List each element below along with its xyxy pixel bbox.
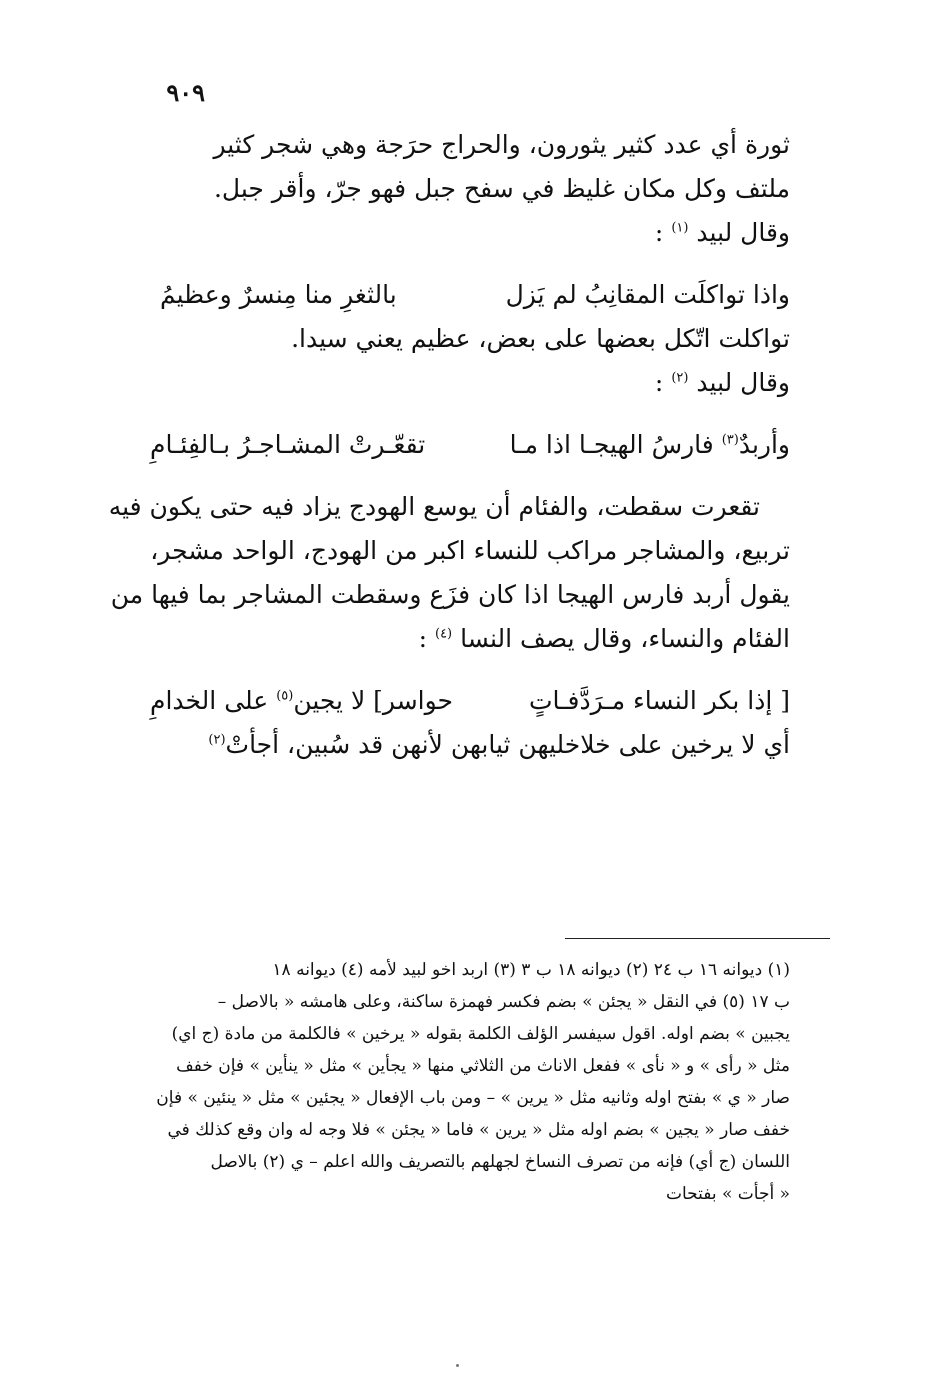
paragraph-line: يقول أربد فارس الهيجا اذا كان فزَع وسقطت المشاجر بما فيها من [110, 580, 790, 609]
footnote-line: (١) ديوانه ١٦ ب ٢٤ (٢) ديوانه ١٨ ب ٣ (٣) اربد اخو لبيد لأمه (٤) ديوانه ١٨ [272, 960, 790, 980]
main-text [90, 128, 790, 772]
poem-verse [160, 278, 790, 322]
footnote-line: خفف صار « يجين » بضم اوله مثل « يرين » فاما « يجئن » فلا وجه له وان وقع كذلك في [167, 1120, 790, 1140]
intro-end: : [418, 624, 428, 653]
poem-introduction [90, 216, 790, 260]
page-speck [456, 1364, 459, 1367]
poem-introduction [90, 366, 790, 410]
poem-verse [150, 684, 790, 728]
intro-text: الفئام والنساء، وقال يصف النسا [460, 624, 790, 653]
footnote-ref: (٢) [208, 732, 226, 748]
footnote-line: ب ١٧ (٥) في النقل « يجئن » بضم فكسر فهمزة ساكنة، وعلى هامشه « بالاصل – [217, 992, 790, 1012]
verse-second-hemistich: تقعّـرتْ المشـاجـرُ بـالفِئـامِ [150, 430, 426, 459]
paragraph-line: تقعرت سقطت، والفئام أن يوسع الهودج يزاد فيه حتى يكون فيه [108, 492, 760, 521]
paragraph-line: تربيع، والمشاجر مراكب للنساء اكبر من الهودج، الواحد مشجر، [150, 536, 790, 565]
poem-verse [150, 428, 790, 472]
footnote-separator [565, 938, 830, 939]
footnote-line: « أجأت » بفتحات [665, 1184, 790, 1204]
footnote-ref: (٥) [276, 688, 294, 704]
gloss-line: تواكلت اتّكل بعضها على بعض، عظيم يعني سيدا. [291, 324, 790, 353]
verse-first-hemistich: [ إذا بكر النساء مـرَدَّفـاتٍ [529, 686, 790, 715]
footnote-ref: (٣) [721, 432, 739, 448]
footnote-ref: (٤) [434, 626, 453, 642]
verse-second-hemistich: بالثغرِ منا مِنسرٌ وعظيمُ [160, 280, 397, 309]
intro-end: : [654, 368, 664, 397]
verse-second-hemistich: حواسر] لا يجين$^{(٥)}$ على الخدامِ [150, 686, 453, 715]
gloss-line: أي لا يرخين على خلاخليهن ثيابهن لأنهن قد سُبين، أجأتْ$^{(٢)}$ [208, 730, 790, 759]
intro-text: وقال لبيد [696, 218, 790, 247]
footnote-line: مثل « رأى » و « نأى » ففعل الاناث من الثلاثي منها « يجأين » مثل « ينأين » فإن خفف [176, 1056, 790, 1076]
poem-introduction [90, 622, 790, 666]
footnote-line: يجبين » بضم اوله. اقول سيفسر الؤلف الكلمة بقوله « يرخين » فالكلمة من مادة (ج اي) [171, 1024, 790, 1044]
footnote-line: اللسان (ج أي) فإنه من تصرف النساخ لجهلهم بالتصريف والله اعلم – ي (٢) بالاصل [210, 1152, 790, 1172]
footnote-ref: (١) [671, 220, 689, 236]
intro-text: وقال لبيد [696, 368, 790, 397]
footnote-line: صار « ي » بفتح اوله وثانيه مثل « يرين » – ومن باب الإفعال « يجئين » مثل « ينئين » فإن [156, 1088, 790, 1108]
intro-end: : [654, 218, 664, 247]
footnote-ref: (٢) [671, 370, 689, 386]
paragraph-line: ثورة أي عدد كثير يثورون، والحراج حرَجة وهي شجر كثير [213, 130, 790, 159]
footnotes [90, 958, 790, 1214]
verse-first-hemistich: واذا تواكلَت المقانِبُ لم يَزل [505, 280, 790, 309]
page-number: ٩٠٩ [166, 78, 205, 107]
verse-first-hemistich: وأربدٌ$^{(٣)}$ فارسُ الهيجـا اذا مـا [509, 430, 790, 459]
paragraph-line: ملتف وكل مكان غليظ في سفح جبل فهو جرّ، وأقر جبل. [213, 174, 790, 203]
